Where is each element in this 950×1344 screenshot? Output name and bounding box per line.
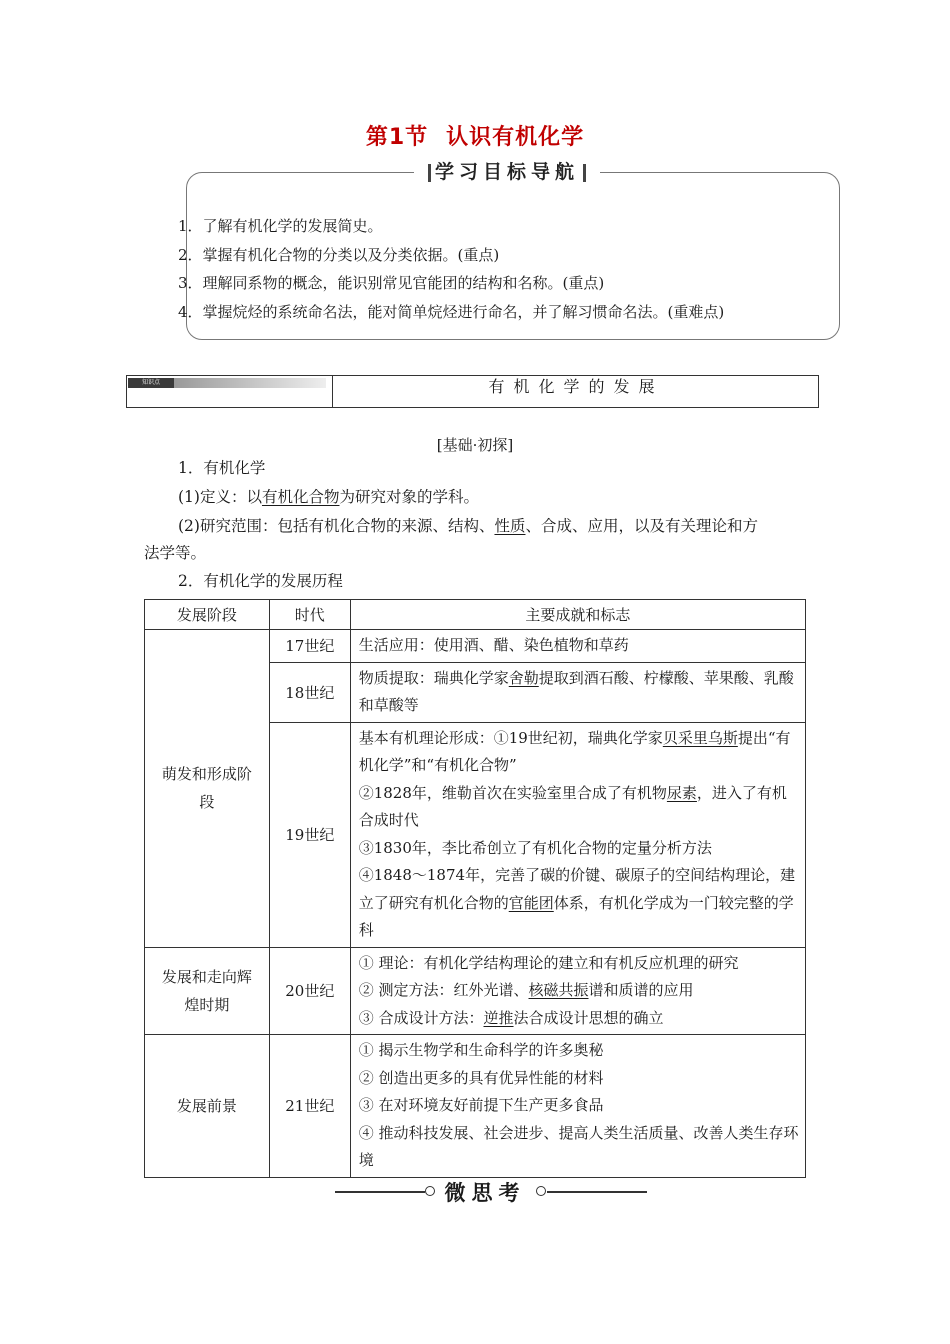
header-achievements: 主要成就和标志 [350, 600, 805, 630]
achievement-text: ③ 合成设计方法： [358, 1008, 484, 1027]
era-cell: 19世纪 [269, 722, 350, 947]
objectives-header [414, 159, 600, 185]
section-number: 第1节 [365, 125, 429, 150]
achievement-line [359, 862, 799, 945]
stage-cell: 发展前景 [145, 1035, 270, 1178]
achievement-cell [350, 947, 805, 1035]
think-divider [0, 1177, 950, 1207]
think-label: 微思考 [444, 1180, 526, 1205]
era-cell: 17世纪 [269, 630, 350, 663]
table-header-row [145, 600, 806, 630]
era-cell: 18世纪 [269, 662, 350, 722]
era-cell: 20世纪 [269, 947, 350, 1035]
scope-prefix: (2)研究范围：包括有机化合物的来源、结构、 [178, 517, 495, 535]
achievement-text: 提出“有机化学”和“有机化合物” [358, 728, 791, 774]
achievement-line: ④ 推动科技发展、社会进步、提高人类生活质量、改善人类生存环境 [358, 1123, 799, 1169]
achievement-text: 基本有机理论形成：①19世纪初，瑞典化学家 [358, 728, 663, 747]
achievement-line: ③1830年，李比希创立了有机化合物的定量分析方法 [358, 838, 712, 857]
achievement-text: ，进入了有机合成时代 [358, 783, 787, 829]
section-tag: [基础·初探] [436, 436, 514, 454]
knowledge-point-title: 有机化学的发展 [488, 377, 664, 396]
header-bar-right [583, 164, 586, 182]
achievement-cell [350, 662, 805, 722]
objective-item: 3．理解同系物的概念，能识别常见官能团的结构和名称。(重点) [178, 274, 605, 292]
achievement-text: 法合成设计思想的确立 [513, 1008, 664, 1027]
scope-suffix: 、合成、应用，以及有关理论和方 [525, 517, 758, 535]
achievement-line [359, 1005, 799, 1033]
achievement-text: 谱和质谱的应用 [588, 981, 694, 999]
achievement-cell [350, 722, 805, 947]
scope-paragraph [178, 513, 758, 539]
heading-organic-chemistry: 1．有机化学 [178, 459, 266, 477]
heading-development: 2．有机化学的发展历程 [178, 572, 343, 590]
objective-item: 1．了解有机化学的发展简史。 [178, 217, 383, 235]
achievement-answer: 舍勒 [508, 668, 539, 687]
achievement-answer: 核磁共振 [528, 981, 589, 999]
achievement-text: 体系，有机化学成为一门较完整的学科 [358, 893, 794, 939]
achievement-line: ② 创造出更多的具有优异性能的材料 [358, 1068, 604, 1087]
page-title [0, 120, 950, 151]
achievement-cell: 生活应用：使用酒、醋、染色植物和草药 [350, 630, 805, 663]
table-row [145, 947, 806, 1035]
think-dot-left [425, 1186, 435, 1196]
achievement-line: ③ 在对环境友好前提下生产更多食品 [358, 1096, 604, 1114]
table-row [145, 630, 806, 663]
achievement-line [359, 780, 799, 835]
achievement-line [359, 725, 799, 780]
objective-item: 4．掌握烷烃的系统命名法，能对简单烷烃进行命名，并了解习惯命名法。(重难点) [178, 302, 725, 321]
header-era: 时代 [269, 600, 350, 630]
achievement-text: 物质提取：瑞典化学家 [358, 668, 509, 687]
header-bar-left [428, 164, 431, 182]
achievement-line: ① 理论：有机化学结构理论的建立和有机反应机理的研究 [358, 953, 739, 972]
think-line-left [335, 1191, 425, 1193]
achievement-cell [350, 1035, 805, 1178]
knowledge-tag-label: 知识点 [128, 378, 174, 388]
achievement-text: ② 测定方法：红外光谱、 [358, 981, 529, 999]
objectives-list [178, 212, 724, 326]
table-row [145, 1035, 806, 1178]
achievement-answer: 贝采里乌斯 [662, 728, 738, 747]
objective-item: 2．掌握有机化合物的分类以及分类依据。(重点) [178, 245, 500, 264]
achievement-line [359, 977, 799, 1005]
section-title: 认识有机化学 [446, 125, 585, 150]
achievement-answer: 官能团 [508, 893, 554, 912]
knowledge-tag-gradient [174, 378, 326, 388]
definition-paragraph [178, 484, 479, 510]
think-dot-right [536, 1186, 546, 1196]
scope-answer: 性质 [494, 517, 526, 535]
objectives-label: 学习目标导航 [434, 161, 579, 183]
definition-suffix: 为研究对象的学科。 [339, 488, 479, 506]
think-line-right [547, 1191, 647, 1193]
definition-prefix: (1)定义：以 [178, 488, 262, 506]
achievement-text: 提取到酒石酸、柠檬酸、苹果酸、乳酸和草酸等 [358, 668, 794, 714]
achievement-answer: 逆推 [483, 1008, 514, 1027]
achievement-answer: 尿素 [666, 783, 697, 802]
header-stage: 发展阶段 [145, 600, 270, 630]
stage-cell: 萌发和形成阶段 [145, 630, 270, 948]
development-table [144, 599, 806, 1178]
achievement-line: ① 揭示生物学和生命科学的许多奥秘 [358, 1041, 604, 1059]
stage-cell: 发展和走向辉煌时期 [145, 947, 270, 1035]
definition-answer: 有机化合物 [261, 488, 340, 506]
era-cell: 21世纪 [269, 1035, 350, 1178]
scope-paragraph-cont: 法学等。 [144, 544, 207, 562]
knowledge-point-tag [128, 377, 328, 389]
achievement-text: ②1828年，维勒首次在实验室里合成了有机物 [358, 783, 667, 802]
achievement-text: ④1848～1874年，完善了碳的价键、碳原子的空间结构理论，建立了研究有机化合物的 [358, 866, 796, 912]
